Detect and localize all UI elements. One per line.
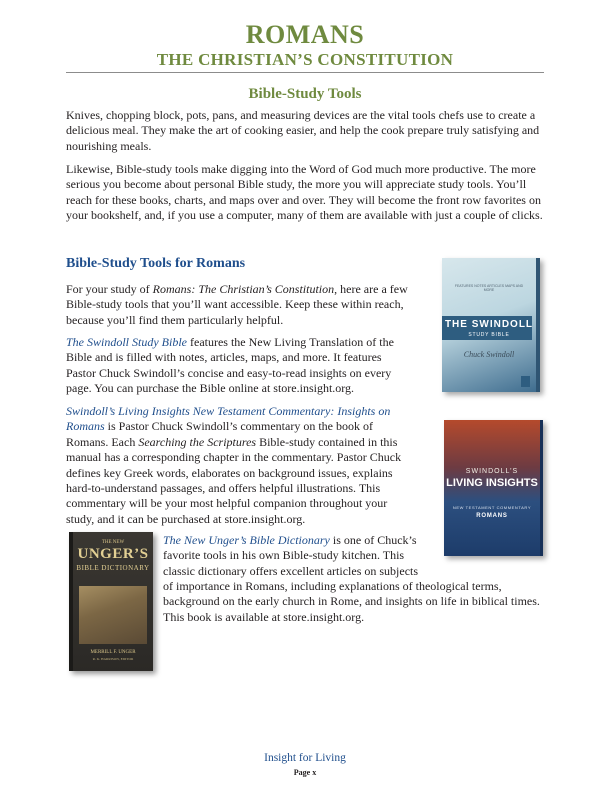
- living-insights-title: Swindoll’s Living Insights New Testament Commentary: Insights on Romans: [66, 404, 391, 434]
- swindoll-study-bible-cover-image: FEATURES NOTES ARTICLES MAPS AND MORE THE SWINDOLL STUDY BIBLE Chuck Swindoll: [442, 258, 540, 392]
- footer-page-number: Page x: [293, 768, 317, 777]
- cover-photo-image: [79, 586, 147, 644]
- tool-item-living-insights: Swindoll’s Living Insights New Testament Commentary: Insights on Romans is Pastor Chuck Swindoll’s commentary on the book of Romans. Each Searching the Scriptures Bible-study contained in this manual has a corresponding chapter in the commentary. Pastor Chuck defines key Greek words, elaborates on background issues, explains hard-to-understand passages, and offers helpful illustrations. This commentary will be your most helpful companion throughout your study, and it can be purchased at store.insight.org.: [66, 404, 402, 526]
- living-insights-romans-cover-image: SWINDOLL’S LIVING INSIGHTS NEW TESTAMENT COMMENTARY ROMANS: [444, 420, 543, 556]
- signature-image: Chuck Swindoll: [463, 350, 515, 359]
- document-title: ROMANS: [245, 20, 365, 49]
- intro-paragraph-1: Knives, chopping block, pots, pans, and measuring devices are the vital tools chefs use to create a delicious meal. They make the art of cooking easier, and help the cook prepare truly satisfying and nourishing meals.: [66, 108, 540, 153]
- tool-item-swindoll-bible: The Swindoll Study Bible features the New Living Translation of the Bible and is filled with notes, articles, maps, and more. It features Pastor Chuck Swindoll’s concise and easy-to-read insights on every page. You can purchase the Bible online at store.insight.org.: [66, 335, 394, 396]
- unger-bible-dictionary-cover-image: THE NEW UNGER’S BIBLE DICTIONARY MERRILL F. UNGER R. K. HARRISON, EDITOR: [69, 532, 153, 671]
- tool-item-unger-dictionary: The New Unger’s Bible Dictionary is one of Chuck’s favorite tools in his own Bible-study kitchen. This classic dictionary offers excellent articles on subjects: [163, 533, 419, 578]
- document-subtitle: THE CHRISTIAN’S CONSTITUTION: [156, 50, 454, 69]
- tool-item-unger-dictionary-cont: of importance in Romans, including explanations of theological terms, background on the early church in Rome, and insights on life in biblical times. This book is available at store.insight.org.: [163, 579, 540, 624]
- lead-book-title: Romans: The Christian’s Constitution: [152, 282, 335, 296]
- section-title: Bible-Study Tools: [248, 86, 362, 102]
- tools-heading: Bible-Study Tools for Romans: [66, 256, 246, 271]
- unger-dictionary-title: The New Unger’s Bible Dictionary: [163, 533, 330, 547]
- header-divider: [66, 72, 544, 73]
- tools-lead-paragraph: For your study of Romans: The Christian’s Constitution, here are a few Bible-study tools that you’ll want accessible. Keep these within reach, because you’ll find them particularly helpful.: [66, 282, 408, 327]
- nlt-logo-icon: [521, 376, 530, 387]
- intro-paragraph-2: Likewise, Bible-study tools make digging into the Word of God much more productive. The more serious you become about personal Bible study, the more you will appreciate study tools. You’ll reach for these books, charts, and maps over and over. They will become the front row favorites on your bookshelf, and, if you use a computer, many of them are available with just a couple of clicks.: [66, 162, 543, 222]
- swindoll-bible-title: The Swindoll Study Bible: [66, 335, 187, 349]
- footer-organization: Insight for Living: [264, 752, 346, 764]
